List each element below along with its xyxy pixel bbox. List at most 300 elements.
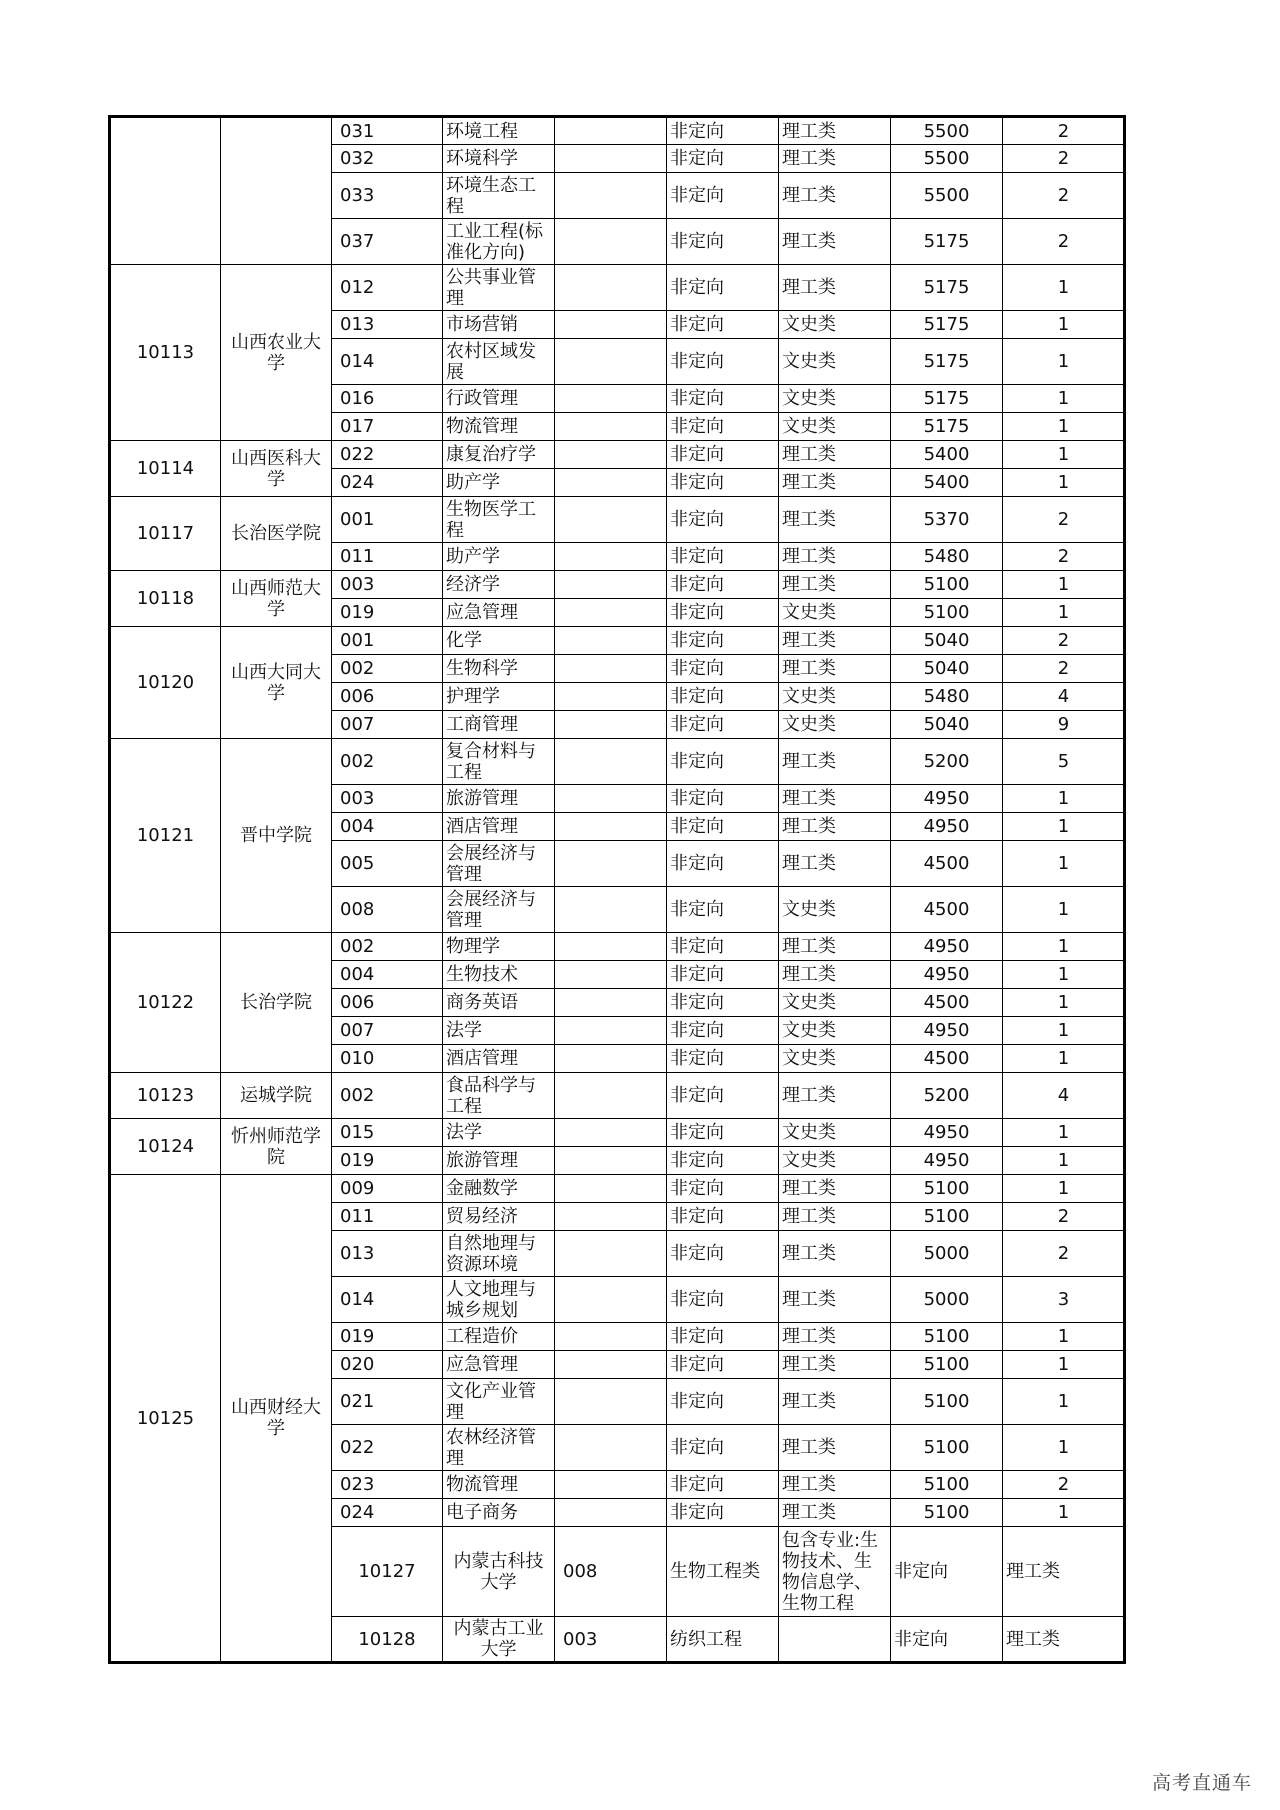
major-note-cell — [555, 1277, 667, 1323]
plan-type-cell: 非定向 — [667, 739, 779, 785]
major-note-cell — [555, 1425, 667, 1471]
quota-cell: 1 — [1003, 339, 1125, 385]
subject-category-cell: 文史类 — [779, 711, 891, 739]
plan-type-cell: 非定向 — [667, 543, 779, 571]
subject-category-cell: 理工类 — [779, 265, 891, 311]
plan-type-cell: 非定向 — [667, 469, 779, 497]
subject-category-cell: 理工类 — [779, 933, 891, 961]
quota-cell: 1 — [1003, 1351, 1125, 1379]
tuition-cell: 5000 — [891, 1277, 1003, 1323]
school-code-cell: 10122 — [110, 933, 221, 1073]
school-name-cell: 晋中学院 — [221, 739, 332, 933]
table-row — [110, 739, 1125, 785]
quota-cell: 1 — [1003, 599, 1125, 627]
major-note-cell — [555, 599, 667, 627]
subject-category-cell: 理工类 — [779, 1379, 891, 1425]
major-name-cell: 食品科学与工程 — [443, 1073, 555, 1119]
major-name-cell: 助产学 — [443, 543, 555, 571]
quota-cell: 1 — [1003, 785, 1125, 813]
plan-type-cell: 非定向 — [667, 145, 779, 173]
major-name-cell: 电子商务 — [443, 1499, 555, 1527]
major-code-cell: 024 — [332, 1499, 443, 1527]
plan-type-cell: 非定向 — [667, 173, 779, 219]
quota-cell: 9 — [1003, 711, 1125, 739]
tuition-cell: 4950 — [891, 1147, 1003, 1175]
major-note-cell — [555, 1045, 667, 1073]
quota-cell: 1 — [1003, 933, 1125, 961]
subject-category-cell: 理工类 — [779, 1425, 891, 1471]
plan-type-cell: 非定向 — [667, 339, 779, 385]
major-name-cell: 生物工程类 — [667, 1527, 779, 1617]
plan-type-cell: 非定向 — [667, 813, 779, 841]
tuition-cell: 4950 — [891, 1017, 1003, 1045]
plan-type-cell: 非定向 — [667, 571, 779, 599]
tuition-cell: 5500 — [891, 145, 1003, 173]
major-name-cell: 自然地理与资源环境 — [443, 1231, 555, 1277]
major-code-cell: 010 — [332, 1045, 443, 1073]
major-note-cell — [555, 785, 667, 813]
tuition-cell: 5480 — [891, 683, 1003, 711]
quota-cell: 2 — [1003, 1471, 1125, 1499]
major-name-cell: 商务英语 — [443, 989, 555, 1017]
table-body — [110, 117, 1125, 1663]
table-row — [110, 441, 1125, 469]
major-note-cell — [555, 1175, 667, 1203]
quota-cell: 1 — [1003, 469, 1125, 497]
major-code-cell: 006 — [332, 989, 443, 1017]
major-note-cell — [555, 683, 667, 711]
quota-cell: 2 — [1003, 1203, 1125, 1231]
major-name-cell: 应急管理 — [443, 1351, 555, 1379]
tuition-cell: 5370 — [891, 497, 1003, 543]
plan-type-cell: 非定向 — [667, 1277, 779, 1323]
school-code-cell: 10118 — [110, 571, 221, 627]
major-name-cell: 酒店管理 — [443, 1045, 555, 1073]
major-note-cell — [555, 739, 667, 785]
tuition-cell: 4950 — [891, 785, 1003, 813]
major-code-cell: 007 — [332, 711, 443, 739]
major-name-cell: 应急管理 — [443, 599, 555, 627]
subject-category-cell: 理工类 — [779, 1351, 891, 1379]
major-name-cell: 行政管理 — [443, 385, 555, 413]
tuition-cell: 5175 — [891, 339, 1003, 385]
quota-cell: 1 — [1003, 1425, 1125, 1471]
major-code-cell: 004 — [332, 813, 443, 841]
school-code-cell: 10120 — [110, 627, 221, 739]
major-name-cell: 物理学 — [443, 933, 555, 961]
major-note-cell — [555, 989, 667, 1017]
major-name-cell: 农林经济管理 — [443, 1425, 555, 1471]
subject-category-cell: 理工类 — [779, 543, 891, 571]
plan-type-cell: 非定向 — [667, 627, 779, 655]
major-note-cell — [555, 441, 667, 469]
major-name-cell: 生物医学工程 — [443, 497, 555, 543]
major-name-cell: 复合材料与工程 — [443, 739, 555, 785]
major-code-cell: 017 — [332, 413, 443, 441]
watermark-text: 高考直通车 — [1151, 1772, 1252, 1794]
major-code-cell: 002 — [332, 739, 443, 785]
school-code-cell: 10127 — [332, 1527, 443, 1617]
tuition-cell: 5480 — [891, 543, 1003, 571]
tuition-cell: 4950 — [891, 813, 1003, 841]
quota-cell: 1 — [1003, 813, 1125, 841]
quota-cell: 1 — [1003, 841, 1125, 887]
school-name-cell — [221, 117, 332, 265]
subject-category-cell: 理工类 — [779, 571, 891, 599]
tuition-cell: 5175 — [891, 311, 1003, 339]
plan-type-cell: 非定向 — [667, 989, 779, 1017]
quota-cell: 1 — [1003, 1147, 1125, 1175]
tuition-cell: 5100 — [891, 599, 1003, 627]
major-name-cell: 物流管理 — [443, 413, 555, 441]
tuition-cell: 4950 — [891, 1119, 1003, 1147]
major-note-cell — [555, 1499, 667, 1527]
major-code-cell: 003 — [555, 1617, 667, 1663]
major-name-cell: 法学 — [443, 1017, 555, 1045]
plan-type-cell: 非定向 — [667, 311, 779, 339]
major-note-cell — [555, 339, 667, 385]
major-note-cell — [555, 1323, 667, 1351]
major-code-cell: 011 — [332, 543, 443, 571]
school-name-cell: 山西农业大学 — [221, 265, 332, 441]
quota-cell: 2 — [1003, 627, 1125, 655]
subject-category-cell: 文史类 — [779, 413, 891, 441]
subject-category-cell: 理工类 — [779, 469, 891, 497]
tuition-cell: 5040 — [891, 627, 1003, 655]
school-code-cell: 10113 — [110, 265, 221, 441]
quota-cell: 1 — [1003, 413, 1125, 441]
tuition-cell: 5500 — [891, 117, 1003, 145]
plan-type-cell: 非定向 — [667, 1499, 779, 1527]
major-note-cell — [555, 145, 667, 173]
subject-category-cell: 理工类 — [779, 655, 891, 683]
tuition-cell: 5100 — [891, 571, 1003, 599]
tuition-cell: 5175 — [891, 265, 1003, 311]
major-code-cell: 008 — [332, 887, 443, 933]
major-code-cell: 037 — [332, 219, 443, 265]
major-name-cell: 助产学 — [443, 469, 555, 497]
subject-category-cell: 理工类 — [779, 961, 891, 989]
plan-type-cell: 非定向 — [667, 1351, 779, 1379]
tuition-cell: 4950 — [891, 933, 1003, 961]
subject-category-cell: 文史类 — [779, 989, 891, 1017]
plan-type-cell: 非定向 — [667, 1045, 779, 1073]
plan-type-cell: 非定向 — [667, 1231, 779, 1277]
school-name-cell: 内蒙古工业大学 — [443, 1617, 555, 1663]
major-note-cell — [555, 497, 667, 543]
major-code-cell: 003 — [332, 571, 443, 599]
subject-category-cell: 文史类 — [779, 339, 891, 385]
major-name-cell: 人文地理与城乡规划 — [443, 1277, 555, 1323]
subject-category-cell: 文史类 — [779, 1147, 891, 1175]
table-row — [110, 497, 1125, 543]
plan-type-cell: 非定向 — [667, 385, 779, 413]
table-row — [110, 117, 1125, 145]
tuition-cell: 5100 — [891, 1203, 1003, 1231]
major-note-cell — [555, 1471, 667, 1499]
tuition-cell: 5175 — [891, 219, 1003, 265]
major-name-cell: 公共事业管理 — [443, 265, 555, 311]
major-code-cell: 033 — [332, 173, 443, 219]
major-note-cell — [555, 655, 667, 683]
subject-category-cell: 理工类 — [779, 1231, 891, 1277]
plan-type-cell: 非定向 — [667, 1073, 779, 1119]
tuition-cell: 5500 — [891, 173, 1003, 219]
quota-cell: 2 — [1003, 1231, 1125, 1277]
tuition-cell: 5040 — [891, 711, 1003, 739]
major-code-cell: 019 — [332, 1147, 443, 1175]
subject-category-cell: 文史类 — [779, 599, 891, 627]
major-name-cell: 环境生态工程 — [443, 173, 555, 219]
tuition-cell: 5000 — [891, 1231, 1003, 1277]
quota-cell: 2 — [1003, 543, 1125, 571]
quota-cell: 1 — [1003, 441, 1125, 469]
school-name-cell: 山西医科大学 — [221, 441, 332, 497]
major-note-cell — [555, 711, 667, 739]
tuition-cell: 5100 — [891, 1175, 1003, 1203]
subject-category-cell: 理工类 — [779, 813, 891, 841]
plan-type-cell: 非定向 — [667, 961, 779, 989]
tuition-cell: 5040 — [891, 655, 1003, 683]
plan-type-cell: 非定向 — [667, 711, 779, 739]
quota-cell: 1 — [1003, 1175, 1125, 1203]
plan-type-cell: 非定向 — [667, 1147, 779, 1175]
major-note-cell — [555, 219, 667, 265]
major-code-cell: 002 — [332, 933, 443, 961]
tuition-cell: 5100 — [891, 1323, 1003, 1351]
major-code-cell: 002 — [332, 1073, 443, 1119]
major-note-cell — [555, 1017, 667, 1045]
plan-type-cell: 非定向 — [667, 841, 779, 887]
subject-category-cell: 理工类 — [779, 1323, 891, 1351]
major-name-cell: 市场营销 — [443, 311, 555, 339]
major-name-cell: 旅游管理 — [443, 785, 555, 813]
major-name-cell: 环境科学 — [443, 145, 555, 173]
tuition-cell: 5175 — [891, 413, 1003, 441]
major-note-cell — [555, 173, 667, 219]
major-code-cell: 013 — [332, 1231, 443, 1277]
tuition-cell: 5175 — [891, 385, 1003, 413]
plan-type-cell: 非定向 — [667, 599, 779, 627]
table-row — [110, 1175, 1125, 1203]
major-code-cell: 022 — [332, 1425, 443, 1471]
school-code-cell: 10114 — [110, 441, 221, 497]
major-note-cell — [555, 311, 667, 339]
quota-cell: 1 — [1003, 571, 1125, 599]
school-code-cell: 10125 — [110, 1175, 221, 1663]
table-row — [110, 265, 1125, 311]
subject-category-cell: 理工类 — [779, 173, 891, 219]
major-code-cell: 001 — [332, 627, 443, 655]
school-name-cell: 长治医学院 — [221, 497, 332, 571]
quota-cell: 1 — [1003, 1119, 1125, 1147]
quota-cell: 1 — [1003, 887, 1125, 933]
major-code-cell: 014 — [332, 339, 443, 385]
subject-category-cell: 理工类 — [779, 219, 891, 265]
plan-type-cell: 非定向 — [667, 117, 779, 145]
subject-category-cell: 理工类 — [779, 1073, 891, 1119]
subject-category-cell: 文史类 — [779, 683, 891, 711]
subject-category-cell: 理工类 — [1003, 1527, 1125, 1617]
plan-type-cell: 非定向 — [667, 1119, 779, 1147]
major-note-cell — [555, 627, 667, 655]
tuition-cell: 5100 — [891, 1499, 1003, 1527]
major-note-cell — [555, 813, 667, 841]
quota-cell: 2 — [1003, 219, 1125, 265]
plan-type-cell: 非定向 — [667, 655, 779, 683]
major-note-cell — [555, 117, 667, 145]
table-row — [110, 1073, 1125, 1119]
major-code-cell: 021 — [332, 1379, 443, 1425]
quota-cell: 1 — [1003, 265, 1125, 311]
school-code-cell — [110, 117, 221, 265]
plan-type-cell: 非定向 — [891, 1617, 1003, 1663]
plan-type-cell: 非定向 — [891, 1527, 1003, 1617]
major-code-cell: 006 — [332, 683, 443, 711]
major-code-cell: 019 — [332, 599, 443, 627]
major-code-cell: 013 — [332, 311, 443, 339]
major-name-cell: 工商管理 — [443, 711, 555, 739]
major-name-cell: 护理学 — [443, 683, 555, 711]
plan-type-cell: 非定向 — [667, 887, 779, 933]
major-code-cell: 009 — [332, 1175, 443, 1203]
school-code-cell: 10124 — [110, 1119, 221, 1175]
quota-cell: 4 — [1003, 683, 1125, 711]
major-name-cell: 贸易经济 — [443, 1203, 555, 1231]
major-note-cell — [555, 1073, 667, 1119]
quota-cell: 2 — [1003, 497, 1125, 543]
major-name-cell: 法学 — [443, 1119, 555, 1147]
major-name-cell: 工业工程(标准化方向) — [443, 219, 555, 265]
major-name-cell: 化学 — [443, 627, 555, 655]
major-name-cell: 金融数学 — [443, 1175, 555, 1203]
major-note-cell: 包含专业:生物技术、生物信息学、生物工程 — [779, 1527, 891, 1617]
major-code-cell: 022 — [332, 441, 443, 469]
major-note-cell — [555, 413, 667, 441]
school-code-cell: 10123 — [110, 1073, 221, 1119]
quota-cell: 1 — [1003, 1499, 1125, 1527]
subject-category-cell: 理工类 — [779, 1471, 891, 1499]
major-note-cell — [555, 887, 667, 933]
quota-cell: 1 — [1003, 1017, 1125, 1045]
subject-category-cell: 理工类 — [779, 441, 891, 469]
major-name-cell: 物流管理 — [443, 1471, 555, 1499]
plan-type-cell: 非定向 — [667, 413, 779, 441]
quota-cell: 2 — [1003, 173, 1125, 219]
tuition-cell: 5100 — [891, 1379, 1003, 1425]
major-note-cell — [555, 265, 667, 311]
major-code-cell: 008 — [555, 1527, 667, 1617]
major-code-cell: 003 — [332, 785, 443, 813]
major-note-cell — [555, 543, 667, 571]
major-note-cell — [555, 385, 667, 413]
tuition-cell: 4500 — [891, 841, 1003, 887]
subject-category-cell: 文史类 — [779, 311, 891, 339]
quota-cell: 5 — [1003, 739, 1125, 785]
major-note-cell — [555, 933, 667, 961]
major-code-cell: 023 — [332, 1471, 443, 1499]
major-code-cell: 016 — [332, 385, 443, 413]
major-name-cell: 文化产业管理 — [443, 1379, 555, 1425]
plan-type-cell: 非定向 — [667, 1379, 779, 1425]
plan-type-cell: 非定向 — [667, 1323, 779, 1351]
tuition-cell: 4500 — [891, 1045, 1003, 1073]
major-note-cell — [779, 1617, 891, 1663]
tuition-cell: 4500 — [891, 887, 1003, 933]
plan-type-cell: 非定向 — [667, 1175, 779, 1203]
major-name-cell: 会展经济与管理 — [443, 841, 555, 887]
major-name-cell: 农村区域发展 — [443, 339, 555, 385]
plan-type-cell: 非定向 — [667, 441, 779, 469]
subject-category-cell: 理工类 — [1003, 1617, 1125, 1663]
plan-type-cell: 非定向 — [667, 1471, 779, 1499]
subject-category-cell: 理工类 — [779, 497, 891, 543]
quota-cell: 1 — [1003, 1045, 1125, 1073]
subject-category-cell: 理工类 — [779, 145, 891, 173]
tuition-cell: 5200 — [891, 739, 1003, 785]
major-name-cell: 康复治疗学 — [443, 441, 555, 469]
quota-cell: 2 — [1003, 655, 1125, 683]
subject-category-cell: 理工类 — [779, 785, 891, 813]
major-code-cell: 015 — [332, 1119, 443, 1147]
subject-category-cell: 文史类 — [779, 887, 891, 933]
major-code-cell: 014 — [332, 1277, 443, 1323]
subject-category-cell: 理工类 — [779, 1203, 891, 1231]
major-note-cell — [555, 1231, 667, 1277]
subject-category-cell: 理工类 — [779, 1175, 891, 1203]
subject-category-cell: 文史类 — [779, 1017, 891, 1045]
plan-type-cell: 非定向 — [667, 219, 779, 265]
subject-category-cell: 理工类 — [779, 1499, 891, 1527]
quota-cell: 1 — [1003, 311, 1125, 339]
major-code-cell: 007 — [332, 1017, 443, 1045]
major-note-cell — [555, 961, 667, 989]
tuition-cell: 5400 — [891, 441, 1003, 469]
major-name-cell: 环境工程 — [443, 117, 555, 145]
plan-type-cell: 非定向 — [667, 497, 779, 543]
school-name-cell: 运城学院 — [221, 1073, 332, 1119]
tuition-cell: 5400 — [891, 469, 1003, 497]
quota-cell: 2 — [1003, 117, 1125, 145]
plan-type-cell: 非定向 — [667, 1425, 779, 1471]
major-note-cell — [555, 1119, 667, 1147]
subject-category-cell: 理工类 — [779, 739, 891, 785]
major-code-cell: 004 — [332, 961, 443, 989]
school-name-cell: 山西大同大学 — [221, 627, 332, 739]
major-code-cell: 019 — [332, 1323, 443, 1351]
major-note-cell — [555, 1351, 667, 1379]
table-row — [110, 627, 1125, 655]
plan-type-cell: 非定向 — [667, 785, 779, 813]
subject-category-cell: 理工类 — [779, 117, 891, 145]
subject-category-cell: 理工类 — [779, 1277, 891, 1323]
major-code-cell: 005 — [332, 841, 443, 887]
plan-type-cell: 非定向 — [667, 1203, 779, 1231]
major-name-cell: 会展经济与管理 — [443, 887, 555, 933]
quota-cell: 1 — [1003, 961, 1125, 989]
school-code-cell: 10128 — [332, 1617, 443, 1663]
major-note-cell — [555, 1203, 667, 1231]
table-row — [110, 571, 1125, 599]
plan-type-cell: 非定向 — [667, 265, 779, 311]
major-name-cell: 经济学 — [443, 571, 555, 599]
tuition-cell: 5100 — [891, 1425, 1003, 1471]
subject-category-cell: 理工类 — [779, 627, 891, 655]
major-note-cell — [555, 841, 667, 887]
school-name-cell: 山西财经大学 — [221, 1175, 332, 1663]
school-code-cell: 10121 — [110, 739, 221, 933]
school-name-cell: 山西师范大学 — [221, 571, 332, 627]
